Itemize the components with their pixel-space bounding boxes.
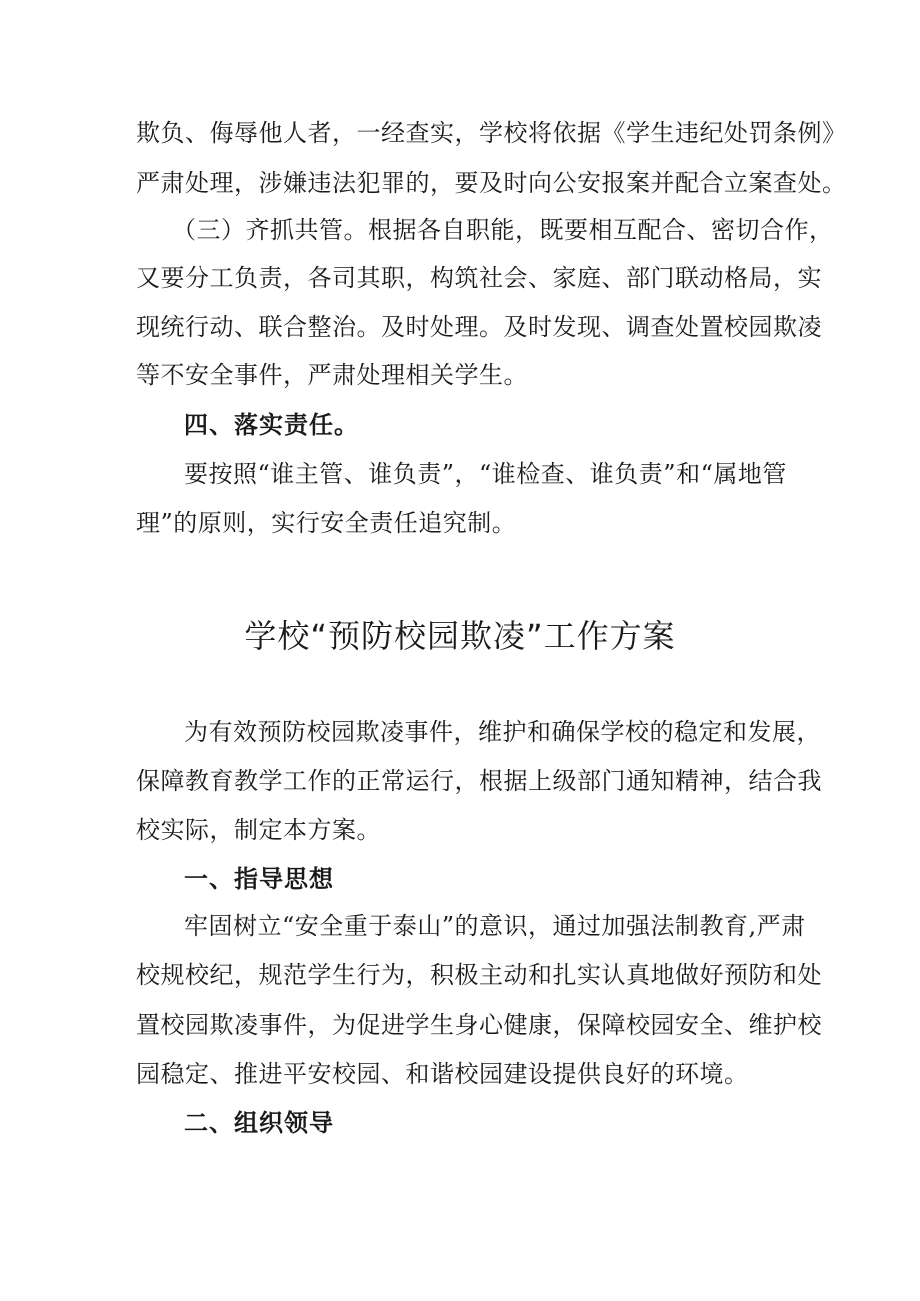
paragraph-line: 欺负、侮辱他人者，一经查实，学校将依据《学生违纪处罚条例》	[136, 119, 847, 147]
paragraph-line: 为有效预防校园欺凌事件，维护和确保学校的稳定和发展，	[184, 718, 821, 746]
paragraph-line: 要按照“谁主管、谁负责”，“谁检查、谁负责”和“属地管	[184, 460, 787, 488]
paragraph-line: 校规校纪，规范学生行为，积极主动和扎实认真地做好预防和处	[136, 961, 822, 989]
paragraph-line: （三）齐抓共管。根据各自职能，既要相互配合、密切合作，	[172, 216, 834, 244]
paragraph-line: 严肃处理，涉嫌违法犯罪的，要及时向公安报案并配合立案查处。	[136, 169, 847, 197]
section-heading: 四、落实责任。	[184, 411, 359, 439]
section-heading: 一、指导思想	[184, 865, 334, 893]
paragraph-line: 理”的原则，实行安全责任追究制。	[136, 509, 517, 537]
paragraph-line: 现统行动、联合整治。及时处理。及时发现、调查处置校园欺凌	[136, 313, 822, 341]
paragraph-line: 保障教育教学工作的正常运行，根据上级部门通知精神，结合我	[136, 767, 822, 795]
paragraph-line: 等不安全事件，严肃处理相关学生。	[136, 361, 528, 389]
section-heading: 二、组织领导	[184, 1109, 334, 1137]
paragraph-line: 校实际，制定本方案。	[136, 816, 381, 844]
paragraph-line: 园稳定、推进平安校园、和谐校园建设提供良好的环境。	[136, 1060, 749, 1088]
paragraph-line: 牢固树立“安全重于泰山”的意识，通过加强法制教育,严肃	[184, 912, 806, 940]
document-title: 学校“预防校园欺凌”工作方案	[244, 617, 676, 655]
paragraph-line: 又要分工负责，各司其职，构筑社会、家庭、部门联动格局，实	[136, 264, 822, 292]
paragraph-line: 置校园欺凌事件，为促进学生身心健康，保障校园安全、维护校	[136, 1011, 822, 1039]
